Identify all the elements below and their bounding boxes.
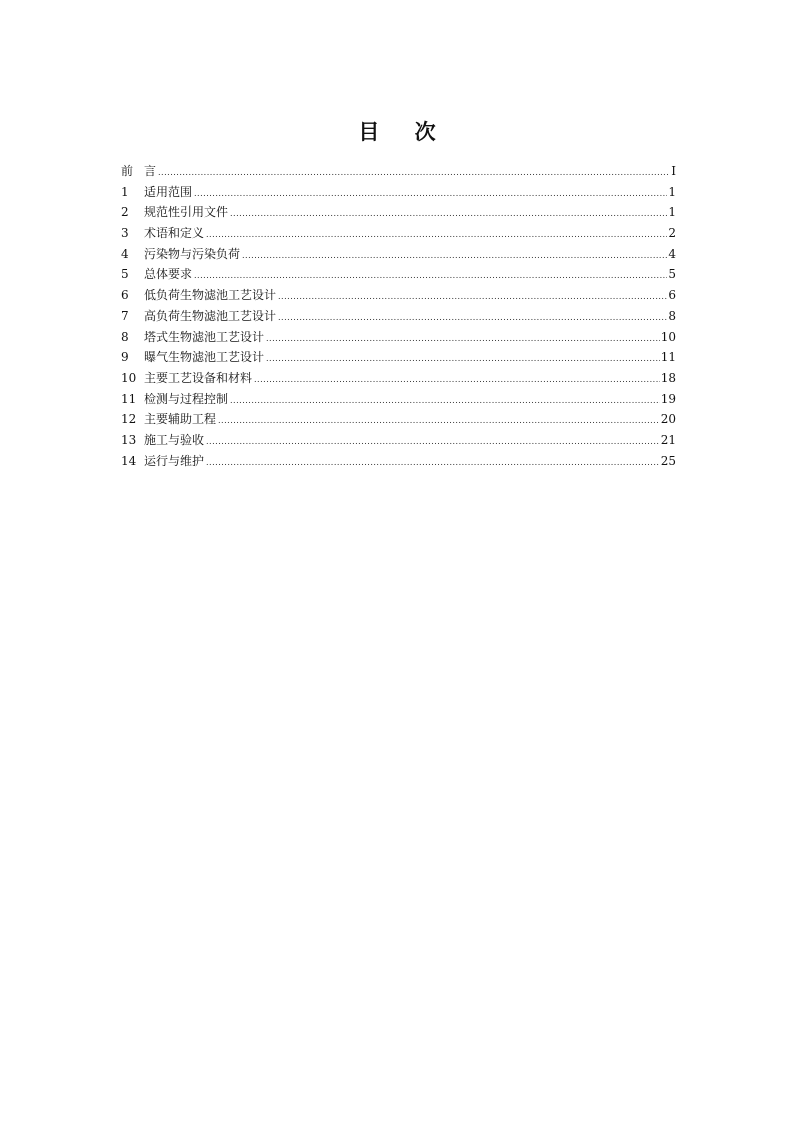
toc-entry-number: 前 (121, 164, 134, 178)
toc-entry-number: 6 (121, 288, 129, 303)
toc-entry-3[interactable] (121, 223, 676, 244)
toc-entry-13[interactable] (121, 430, 676, 451)
toc-entry-number: 7 (121, 308, 129, 323)
toc-entry-title: 主要辅助工程 (144, 412, 217, 427)
toc-entry-title: 言 (144, 164, 157, 178)
toc-entry-title: 检测与过程控制 (144, 391, 229, 406)
toc-entry-title: 规范性引用文件 (144, 205, 229, 220)
toc-entry-page: 8 (668, 308, 676, 323)
toc-entry-foreword[interactable] (121, 161, 676, 182)
dot-leader (278, 308, 667, 329)
toc-entry-number: 5 (121, 267, 129, 282)
toc-entry-title: 术语和定义 (144, 226, 205, 241)
dot-leader (254, 370, 660, 391)
toc-entry-page: 18 (660, 370, 676, 385)
toc-entry-number: 2 (121, 205, 129, 220)
toc-entry-6[interactable] (121, 285, 676, 306)
toc-entry-number: 9 (121, 350, 129, 365)
toc-entry-page: 1 (668, 205, 676, 220)
toc-entry-page: 10 (660, 329, 676, 344)
toc-entry-page: 5 (668, 267, 676, 282)
table-of-contents (121, 161, 676, 471)
toc-entry-9[interactable] (121, 347, 676, 368)
toc-entry-number: 14 (121, 453, 137, 468)
toc-entry-title: 塔式生物滤池工艺设计 (144, 329, 265, 344)
toc-entry-title: 施工与验收 (144, 432, 205, 447)
dot-leader (206, 225, 667, 246)
toc-entry-14[interactable] (121, 451, 676, 472)
toc-entry-number: 11 (121, 391, 137, 406)
dot-leader (266, 349, 660, 370)
dot-leader (206, 453, 660, 474)
toc-entry-number: 12 (121, 412, 137, 427)
toc-entry-number: 8 (121, 329, 129, 344)
dot-leader (194, 184, 667, 205)
toc-entry-10[interactable] (121, 368, 676, 389)
toc-entry-title: 运行与维护 (144, 453, 205, 468)
toc-entry-2[interactable] (121, 202, 676, 223)
toc-entry-page: 6 (668, 288, 676, 303)
dot-leader (194, 266, 667, 287)
toc-entry-8[interactable] (121, 327, 676, 348)
toc-entry-page: 1 (668, 184, 676, 199)
toc-entry-page: 25 (660, 453, 676, 468)
dot-leader (206, 432, 660, 453)
toc-entry-number: 10 (121, 370, 137, 385)
toc-entry-title: 污染物与污染负荷 (144, 246, 241, 261)
toc-entry-page: 11 (660, 350, 676, 365)
toc-entry-12[interactable] (121, 409, 676, 430)
toc-entry-page: 20 (660, 412, 676, 427)
toc-entry-number: 3 (121, 226, 129, 241)
toc-entry-title: 适用范围 (144, 184, 193, 199)
dot-leader (158, 163, 670, 184)
toc-entry-11[interactable] (121, 389, 676, 410)
toc-entry-number: 4 (121, 246, 129, 261)
toc-entry-title: 曝气生物滤池工艺设计 (144, 350, 265, 365)
toc-entry-page: 19 (660, 391, 676, 406)
toc-entry-page: 21 (660, 432, 676, 447)
dot-leader (278, 287, 667, 308)
toc-entry-title: 高负荷生物滤池工艺设计 (144, 308, 277, 323)
toc-entry-title: 低负荷生物滤池工艺设计 (144, 288, 277, 303)
toc-entry-page: 4 (668, 246, 676, 261)
dot-leader (230, 204, 667, 225)
toc-entry-page: 2 (668, 226, 676, 241)
toc-entry-title: 主要工艺设备和材料 (144, 370, 253, 385)
toc-entry-number: 1 (121, 184, 129, 199)
dot-leader (218, 411, 660, 432)
toc-entry-5[interactable] (121, 264, 676, 285)
dot-leader (230, 391, 660, 412)
dot-leader (242, 246, 667, 267)
toc-entry-page: I (671, 164, 676, 178)
page-title: 目 次 (358, 120, 450, 145)
dot-leader (266, 329, 660, 350)
toc-entry-7[interactable] (121, 306, 676, 327)
toc-entry-1[interactable] (121, 182, 676, 203)
toc-entry-number: 13 (121, 432, 137, 447)
toc-entry-4[interactable] (121, 244, 676, 265)
toc-entry-title: 总体要求 (144, 267, 193, 282)
